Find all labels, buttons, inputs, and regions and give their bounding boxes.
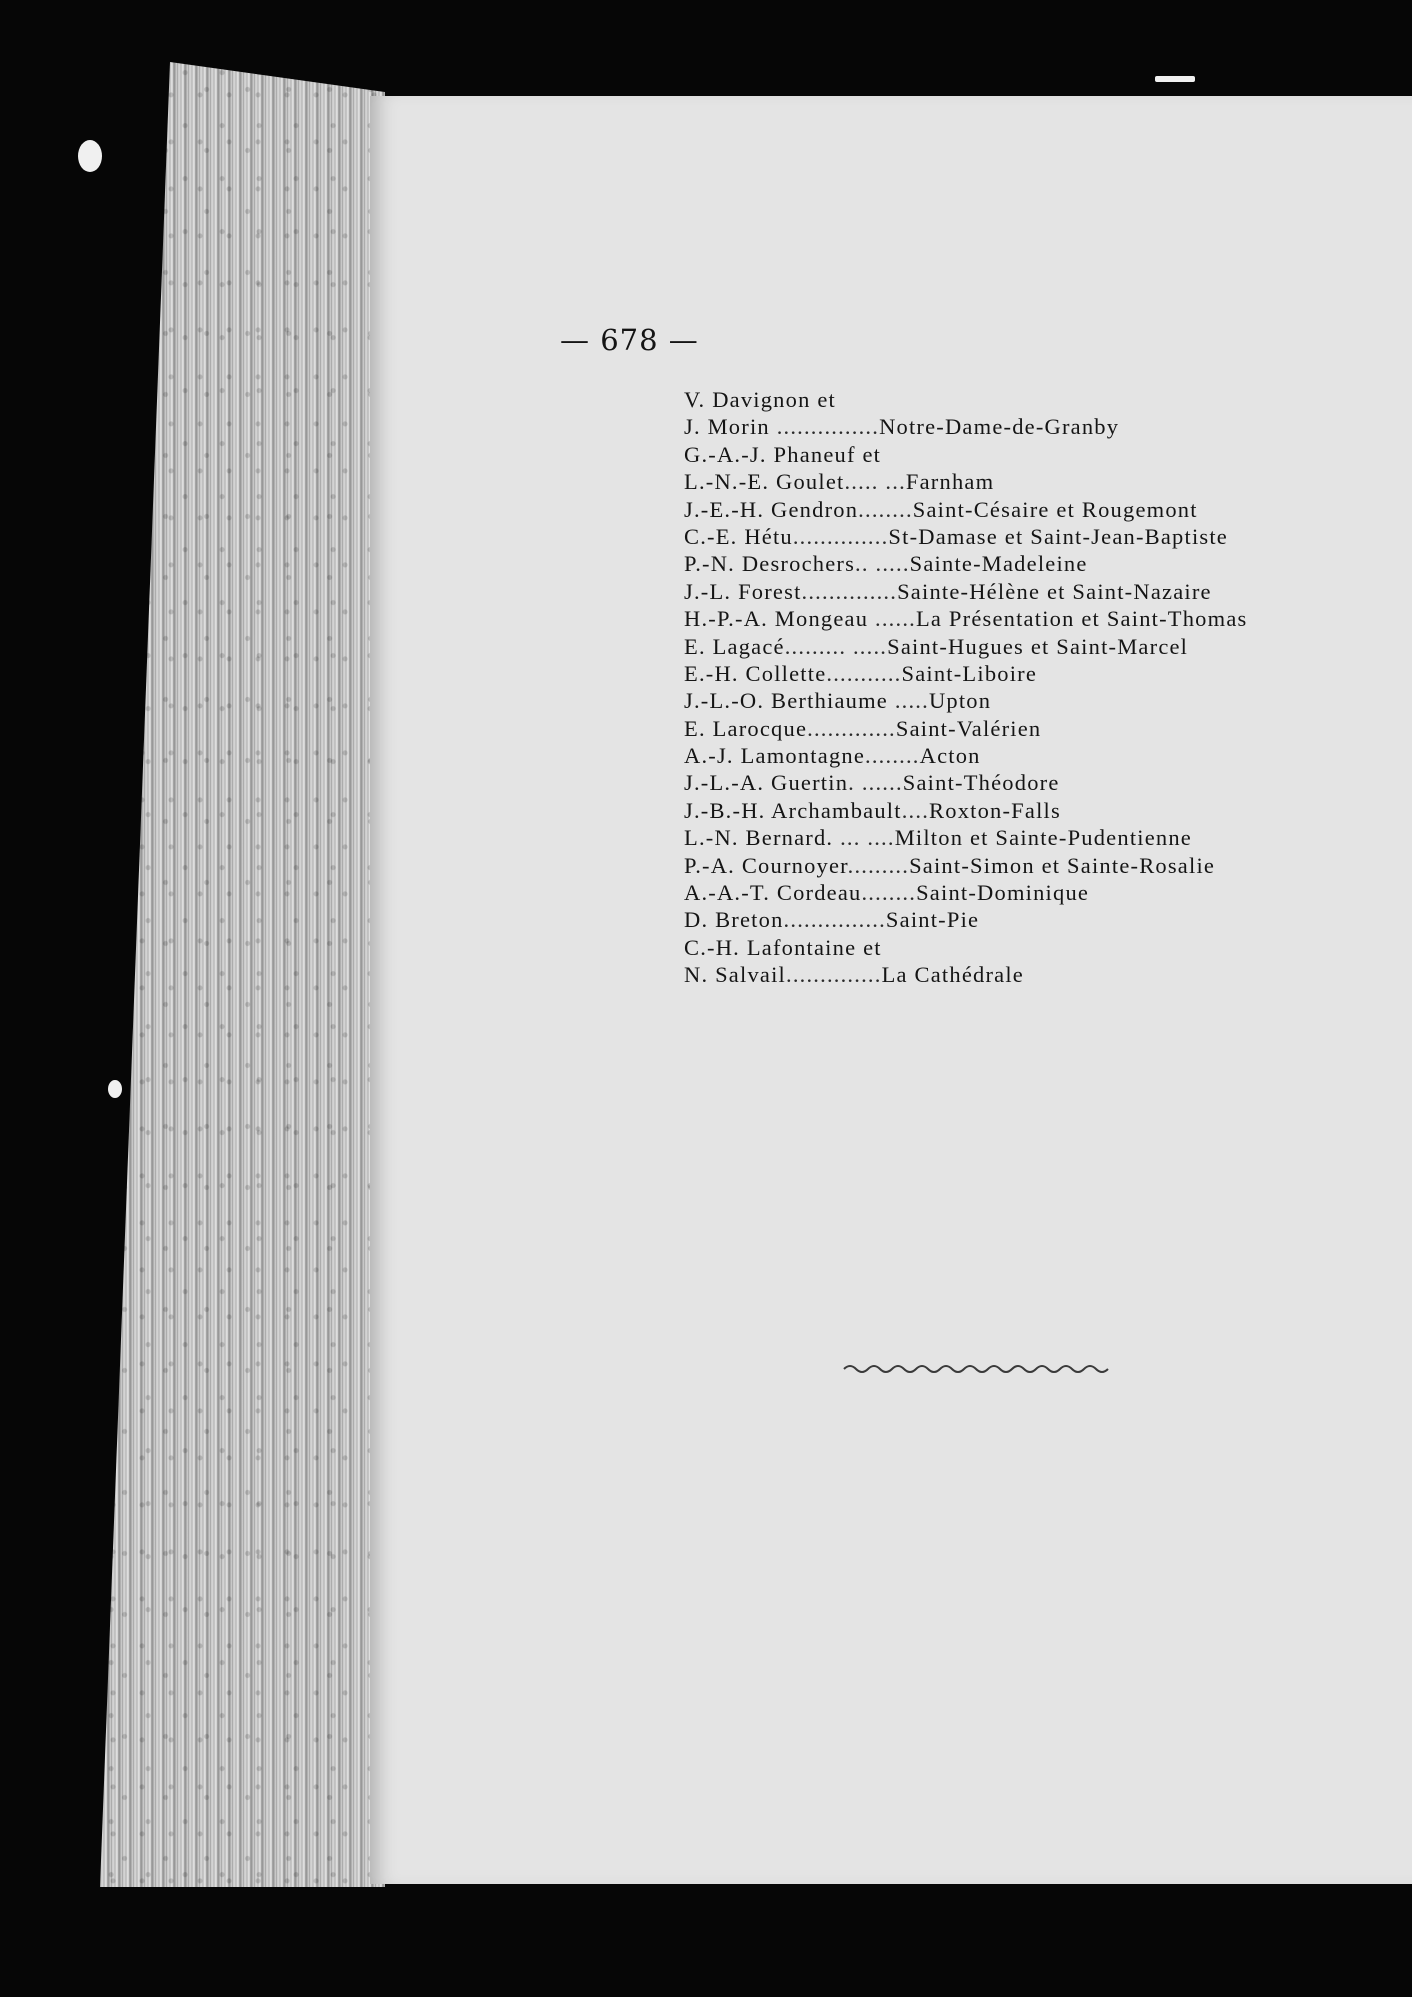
page-number: — 678 — — [560, 323, 699, 357]
list-item — [684, 633, 1384, 660]
priest-name: L.-N. Bernard. — [684, 825, 841, 851]
leader-dots: ..... — [894, 688, 929, 714]
priest-name: V. Davignon et — [684, 387, 836, 412]
parish-name: Sainte-Madeleine — [909, 551, 1088, 577]
parish-name: La Présentation et Saint-Thomas — [915, 606, 1248, 632]
list-item — [684, 906, 1384, 933]
list-item — [684, 413, 1384, 440]
parish-name: Saint-Simon et Sainte-Rosalie — [909, 852, 1216, 878]
priest-name: G.-A.-J. Phaneuf et — [684, 441, 882, 467]
list-item — [684, 605, 1384, 632]
leader-dots: ........ — [858, 496, 913, 522]
leader-dots: ........ — [861, 880, 917, 906]
list-item — [684, 386, 1384, 413]
list-item — [684, 769, 1384, 796]
scan-speck — [108, 1080, 122, 1098]
list-item — [684, 550, 1384, 577]
parish-name: Saint-Dominique — [916, 880, 1090, 906]
leader-dots: .............. — [801, 578, 898, 604]
leader-dots: .............. — [792, 523, 889, 549]
book-page — [370, 96, 1412, 1884]
list-item — [684, 660, 1384, 687]
priest-name: E. Larocque — [684, 715, 808, 741]
leader-dots: ...... — [875, 606, 916, 632]
parish-name: Saint-Liboire — [901, 660, 1038, 686]
list-item — [684, 687, 1384, 714]
parish-name: Upton — [928, 688, 992, 714]
decorative-rule — [842, 1362, 1112, 1376]
list-item — [684, 441, 1384, 468]
list-item — [684, 879, 1384, 906]
priest-name: P.-A. Cournoyer — [684, 852, 848, 878]
leader-dots: . ...... — [848, 770, 903, 796]
priest-name: E.-H. Collette — [684, 660, 827, 686]
leader-dots: ............... — [776, 414, 880, 440]
list-item — [684, 496, 1384, 523]
parish-name: Acton — [919, 743, 981, 769]
leader-dots: ............... — [783, 907, 886, 933]
parish-name: Saint-Théodore — [902, 770, 1060, 796]
priest-name: H.-P.-A. Mongeau — [684, 606, 876, 632]
scan-speck — [78, 140, 102, 172]
list-item — [684, 578, 1384, 605]
parish-name: St-Damase et Saint-Jean-Baptiste — [888, 523, 1228, 549]
priest-name: P.-N. Desrochers — [684, 551, 856, 577]
priest-name: E. Lagacé — [684, 633, 785, 659]
priest-name: J.-E.-H. Gendron — [684, 496, 859, 522]
parish-name: Roxton-Falls — [929, 797, 1061, 823]
priest-name: J.-L.-O. Berthiaume — [684, 688, 895, 714]
leader-dots: .... — [901, 797, 930, 823]
leader-dots: ......... — [847, 852, 910, 878]
list-item — [684, 797, 1384, 824]
scan-speck — [1155, 76, 1195, 82]
parish-name: Saint-Valérien — [895, 715, 1042, 741]
parish-name: Notre-Dame-de-Granby — [879, 414, 1120, 440]
leader-dots: ......... ..... — [784, 633, 888, 659]
list-item — [684, 961, 1384, 988]
parish-name: Sainte-Hélène et Saint-Nazaire — [897, 578, 1212, 604]
parish-name: Saint-Pie — [885, 907, 980, 933]
leader-dots: ............. — [807, 715, 896, 741]
list-item — [684, 934, 1384, 961]
parish-name: Saint-Hugues et Saint-Marcel — [887, 633, 1189, 659]
priest-name: L.-N.-E. Goulet — [684, 469, 845, 495]
list-item — [684, 742, 1384, 769]
priest-name: C.-E. Hétu — [684, 523, 793, 549]
priest-name: N. Salvail — [684, 962, 786, 988]
list-item — [684, 852, 1384, 879]
leader-dots: ..... ... — [844, 469, 906, 495]
priest-name: J.-B.-H. Archambault — [684, 797, 902, 823]
parish-name: Farnham — [905, 469, 995, 495]
list-item — [684, 468, 1384, 495]
priest-name: C.-H. Lafontaine et — [684, 934, 882, 960]
list-item — [684, 824, 1384, 851]
leader-dots: .............. — [786, 962, 882, 988]
parish-name: Milton et Sainte-Pudentienne — [894, 825, 1192, 851]
priest-name: J.-L. Forest — [684, 578, 802, 604]
priest-name: J.-L.-A. Guertin — [684, 770, 849, 796]
book-page-edges — [100, 62, 385, 1887]
list-item — [684, 715, 1384, 742]
leader-dots: ... .... — [840, 825, 895, 851]
leader-dots: ........... — [826, 660, 902, 686]
parish-name: La Cathédrale — [881, 962, 1024, 988]
priest-name: D. Breton — [684, 907, 784, 933]
list-item — [684, 523, 1384, 550]
priest-name: A.-J. Lamontagne — [684, 743, 866, 769]
parish-assignment-list — [684, 386, 1384, 989]
priest-name: A.-A.-T. Cordeau — [684, 880, 862, 906]
priest-name: J. Morin — [684, 414, 777, 440]
leader-dots: ........ — [865, 743, 920, 769]
parish-name: Saint-Césaire et Rougemont — [912, 496, 1198, 522]
leader-dots: .. ..... — [855, 551, 910, 577]
